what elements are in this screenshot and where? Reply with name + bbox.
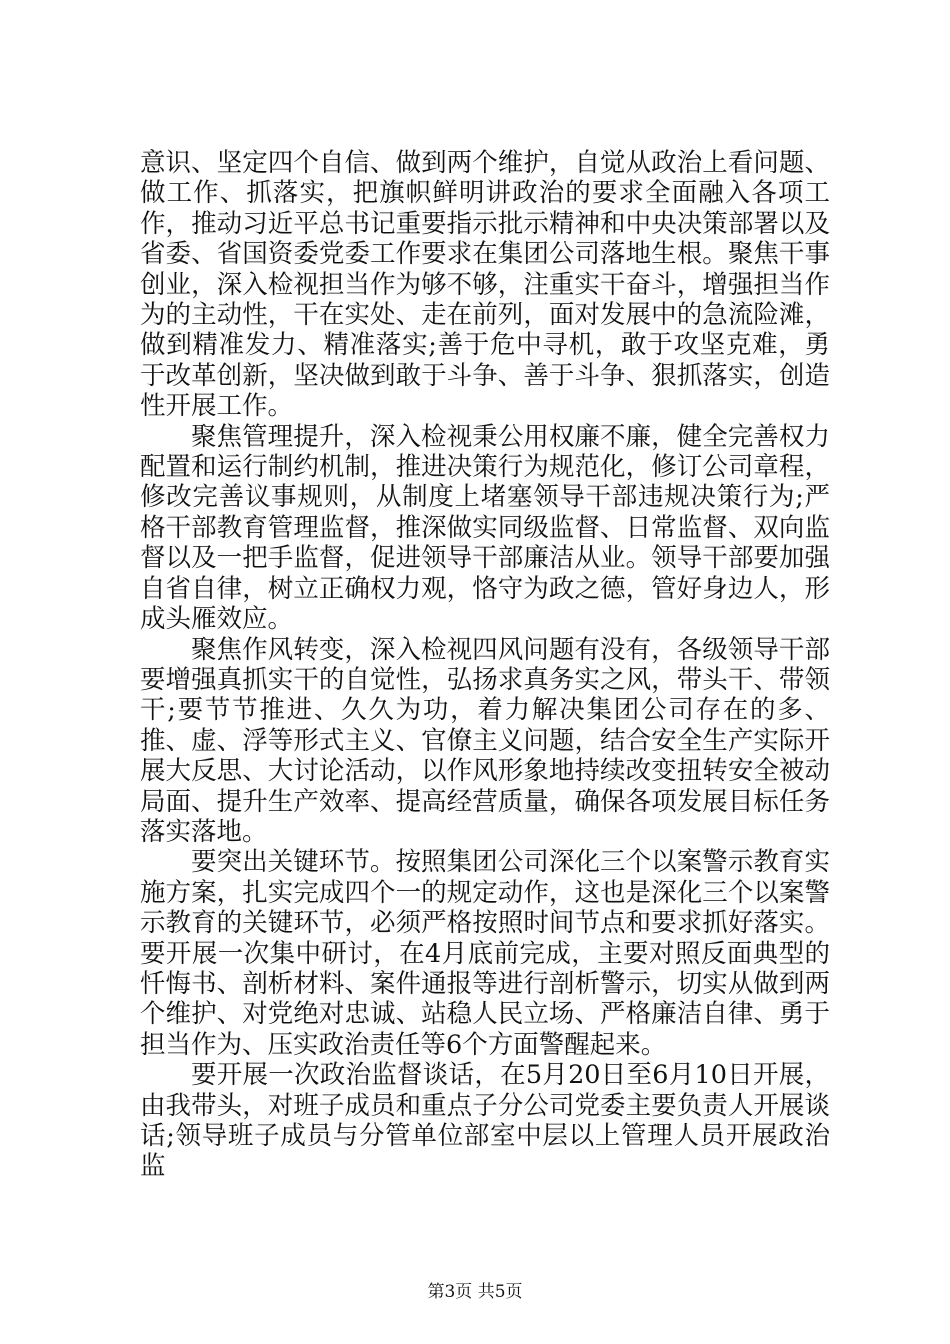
page-number-footer: 第3页 共5页: [427, 1282, 523, 1302]
paragraph-4: 要突出关键环节。按照集团公司深化三个以案警示教育实施方案，扎实完成四个一的规定动作，这也是深化三个以案警示教育的关键环节，必须严格按照时间节点和要求抓好落实。要开展一次集中研讨，在4月底前完成，主要对照反面典型的忏悔书、剖析材料、案件通报等进行剖析警示，切实从做到两个维护、对党绝对忠诚、站稳人民立场、严格廉洁自律、勇于担当作为、压实政治责任等6个方面警醒起来。: [140, 847, 830, 1060]
paragraph-5: 要开展一次政治监督谈话，在5月20日至6月10日开展，由我带头，对班子成员和重点子分公司党委主要负责人开展谈话;领导班子成员与分管单位部室中层以上管理人员开展政治监: [140, 1060, 830, 1182]
paragraph-3: 聚焦作风转变，深入检视四风问题有没有，各级领导干部要增强真抓实干的自觉性，弘扬求真务实之风，带头干、带领干;要节节推进、久久为功，着力解决集团公司存在的多、推、虚、浮等形式主义、官僚主义问题，结合安全生产实际开展大反思、大讨论活动，以作风形象地持续改变扭转安全被动局面、提升生产效率、提高经营质量，确保各项发展目标任务落实落地。: [140, 634, 830, 847]
paragraph-2: 聚焦管理提升，深入检视秉公用权廉不廉，健全完善权力配置和运行制约机制，推进决策行为规范化，修订公司章程，修改完善议事规则，从制度上堵塞领导干部违规决策行为;严格干部教育管理监督，推深做实同级监督、日常监督、双向监督以及一把手监督，促进领导干部廉洁从业。领导干部要加强自省自律，树立正确权力观，恪守为政之德，管好身边人，形成头雁效应。: [140, 421, 830, 635]
paragraph-1: 意识、坚定四个自信、做到两个维护，自觉从政治上看问题、做工作、抓落实，把旗帜鲜明讲政治的要求全面融入各项工作，推动习近平总书记重要指示批示精神和中央决策部署以及省委、省国资委党委工作要求在集团公司落地生根。聚焦干事创业，深入检视担当作为够不够，注重实干奋斗，增强担当作为的主动性，干在实处、走在前列，面对发展中的急流险滩，做到精准发力、精准落实;善于危中寻机，敢于攻坚克难，勇于改革创新，坚决做到敢于斗争、善于斗争、狠抓落实，创造性开展工作。: [140, 148, 830, 422]
document-body: [140, 148, 830, 1182]
